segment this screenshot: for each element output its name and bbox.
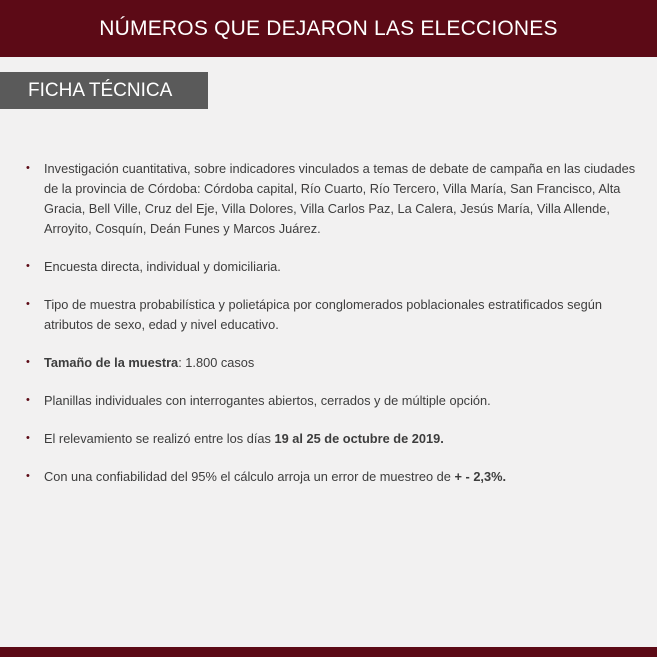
bullet-item-sample-size	[26, 353, 638, 373]
section-tab	[0, 72, 208, 109]
bullet-item-dates	[26, 429, 638, 449]
footer-bar	[0, 647, 657, 657]
bullet-icon: •	[26, 298, 30, 310]
bullet-item-methodology	[26, 159, 638, 239]
bullet-icon: •	[26, 162, 30, 174]
header-bar	[0, 0, 657, 57]
bullet-text: Tipo de muestra probabilística y polietápica por conglomerados poblacionales estratificados según atributos de sexo, edad y nivel educativo.	[44, 297, 602, 332]
bullet-text: : 1.800 casos	[178, 355, 255, 370]
page-title: NÚMEROS QUE DEJARON LAS ELECCIONES	[99, 16, 558, 40]
bullet-item-error-margin	[26, 467, 638, 487]
bullet-item-questionnaires	[26, 391, 638, 411]
section-title: FICHA TÉCNICA	[28, 79, 173, 101]
bullet-bold-text: 19 al 25 de octubre de 2019.	[274, 431, 444, 446]
bullet-bold-text: + - 2,3%.	[454, 469, 507, 484]
bullet-list	[26, 159, 638, 505]
bullet-text: El relevamiento se realizó entre los días	[44, 431, 275, 446]
bullet-item-sample-type	[26, 295, 638, 335]
bullet-icon: •	[26, 432, 30, 444]
bullet-text: Planillas individuales con interrogantes abiertos, cerrados y de múltiple opción.	[44, 393, 491, 408]
bullet-bold-text: Tamaño de la muestra	[44, 355, 179, 370]
bullet-icon: •	[26, 470, 30, 482]
bullet-icon: •	[26, 356, 30, 368]
bullet-text: Investigación cuantitativa, sobre indicadores vinculados a temas de debate de campaña en las ciudades de la provincia de Córdoba: Córdoba capital, Río Cuarto, Río Tercero, Villa María, San Francisco, Alta Gracia, Bell Ville, Cruz del Eje, Villa Dolores, Villa Carlos Paz, La Calera, Jesús María, Villa Allende, Arroyito, Cosquín, Deán Funes y Marcos Juárez.	[44, 161, 636, 236]
bullet-text: Encuesta directa, individual y domiciliaria.	[44, 259, 281, 274]
bullet-text: Con una confiabilidad del 95% el cálculo arroja un error de muestreo de	[44, 469, 455, 484]
bullet-item-survey-type	[26, 257, 638, 277]
bullet-icon: •	[26, 260, 30, 272]
bullet-icon: •	[26, 394, 30, 406]
